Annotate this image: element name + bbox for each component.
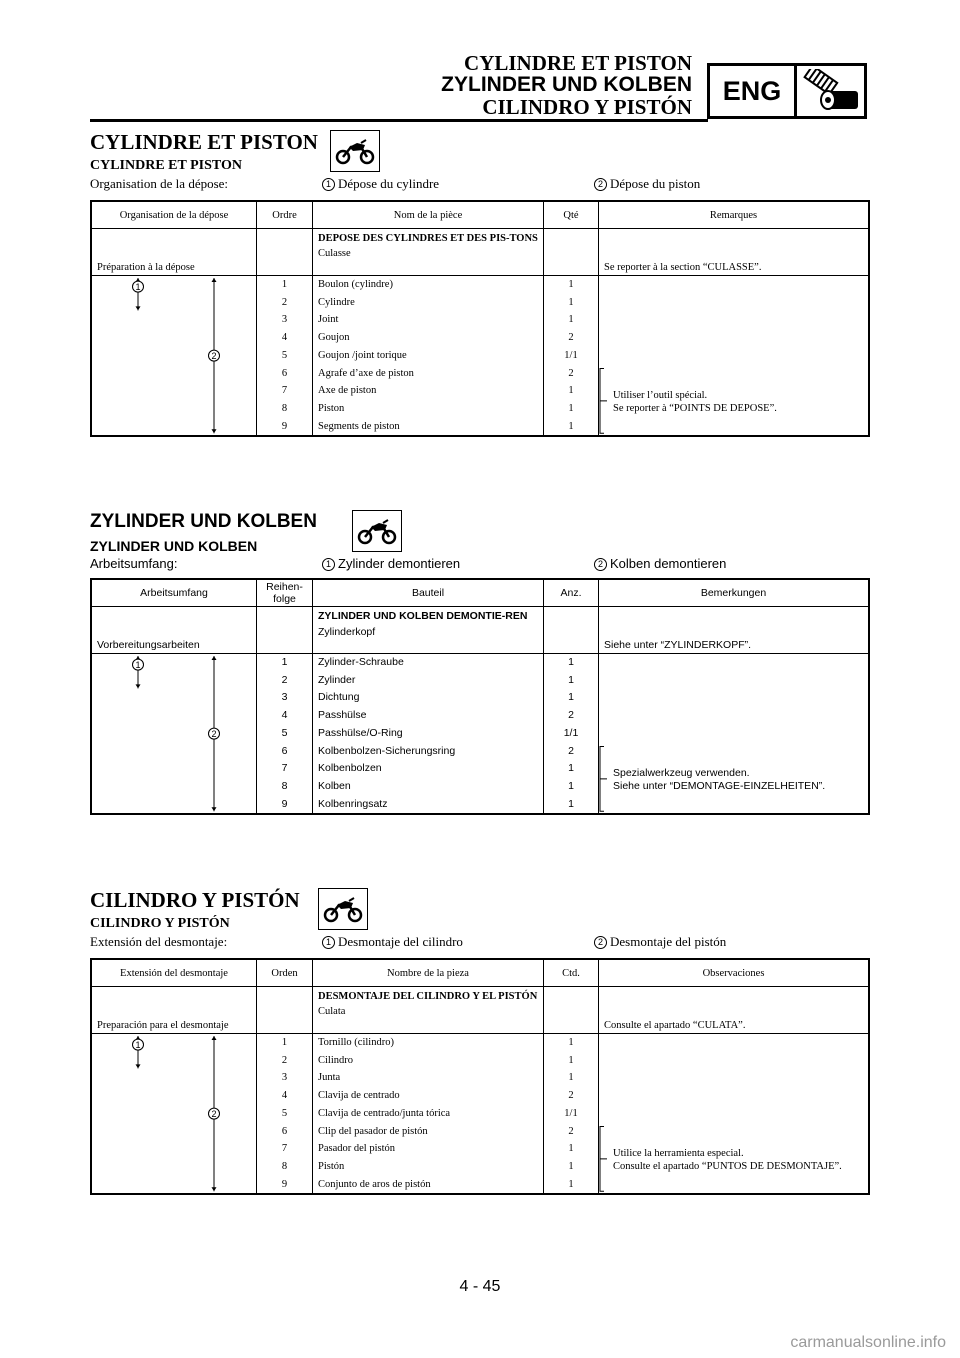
col-header: Qté bbox=[544, 201, 599, 229]
arrow-head bbox=[212, 1187, 217, 1191]
prep-row bbox=[91, 987, 869, 1034]
remark-bracket bbox=[599, 1034, 609, 1193]
part-order: 1 bbox=[257, 276, 313, 294]
table-row bbox=[91, 276, 869, 294]
part-remark bbox=[599, 276, 870, 437]
section-title-de: ZYLINDER UND KOLBEN bbox=[90, 511, 317, 532]
step-marker-1: 1 bbox=[135, 281, 141, 292]
header-rule bbox=[90, 119, 708, 122]
remark-line-1: Utiliser l’outil spécial. bbox=[613, 389, 708, 401]
section-subtitle-de: ZYLINDER UND KOLBEN bbox=[90, 538, 258, 554]
page-number: 4 - 45 bbox=[459, 1278, 501, 1295]
scope-line-de bbox=[90, 556, 870, 573]
part-order: 2 bbox=[257, 294, 313, 312]
col-header: Ordre bbox=[257, 201, 313, 229]
section-badge bbox=[707, 63, 867, 119]
parts-table bbox=[90, 958, 870, 1195]
col-header: Reihen-folge bbox=[257, 579, 313, 607]
arrow-head bbox=[212, 1036, 217, 1040]
part-qty: 2 bbox=[544, 365, 599, 383]
header-title-fr: CYLINDRE ET PISTON bbox=[464, 51, 692, 75]
bracket-path bbox=[600, 1127, 607, 1192]
part-order: 4 bbox=[257, 1087, 313, 1105]
eng-badge-label: ENG bbox=[710, 66, 797, 116]
col-header: Arbeitsumfang bbox=[91, 579, 257, 607]
part-order: 6 bbox=[257, 365, 313, 383]
col-header: Remarques bbox=[599, 201, 870, 229]
part-name: Dichtung bbox=[313, 689, 544, 707]
motorcycle-icon bbox=[352, 510, 402, 552]
part-order: 1 bbox=[257, 654, 313, 672]
table-row bbox=[91, 654, 869, 672]
step-bracket-cell bbox=[91, 654, 257, 815]
part-name: Clip del pasador de pistón bbox=[313, 1123, 544, 1141]
part-qty: 1 bbox=[544, 1069, 599, 1087]
scope-step-1-text: Zylinder demontieren bbox=[338, 556, 461, 571]
part-order: 8 bbox=[257, 1158, 313, 1176]
scope-label: Extensión del desmontaje: bbox=[90, 934, 228, 949]
part-order: 6 bbox=[257, 1123, 313, 1141]
part-name: Goujon /joint torique bbox=[313, 347, 544, 365]
scope-step-1 bbox=[322, 934, 463, 950]
part-order: 9 bbox=[257, 796, 313, 815]
step-marker-1: 1 bbox=[135, 1039, 141, 1050]
part-qty: 1 bbox=[544, 276, 599, 294]
part-name: Clavija de centrado/junta tórica bbox=[313, 1105, 544, 1123]
remark-line-1: Spezialwerkzeug verwenden. bbox=[613, 766, 750, 779]
scope-step-2 bbox=[594, 176, 700, 192]
step-marker-2: 2 bbox=[594, 178, 607, 191]
prep-label: Préparation à la dépose bbox=[91, 229, 257, 276]
part-order: 1 bbox=[257, 1034, 313, 1052]
prep-heading: DESMONTAJE DEL CILINDRO Y EL PISTÓN bbox=[318, 991, 538, 1002]
col-header: Nom de la pièce bbox=[313, 201, 544, 229]
scope-line-fr bbox=[90, 176, 870, 193]
prep-part: Zylinderkopf bbox=[318, 626, 376, 638]
step-marker-1: 1 bbox=[322, 936, 335, 949]
scope-label: Arbeitsumfang: bbox=[90, 556, 178, 571]
table-row bbox=[91, 1034, 869, 1052]
part-qty: 1 bbox=[544, 1140, 599, 1158]
scope-step-2-text: Dépose du piston bbox=[610, 176, 701, 191]
part-order: 5 bbox=[257, 347, 313, 365]
part-order: 4 bbox=[257, 329, 313, 347]
remark-line-2: Se reporter à “POINTS DE DEPOSE”. bbox=[613, 402, 777, 414]
part-qty: 1 bbox=[544, 778, 599, 796]
part-name: Conjunto de aros de pistón bbox=[313, 1176, 544, 1195]
table-header-row bbox=[91, 959, 869, 987]
part-order: 2 bbox=[257, 1052, 313, 1070]
arrow-head bbox=[212, 278, 217, 282]
prep-cell bbox=[313, 987, 544, 1034]
step-marker-2: 2 bbox=[211, 350, 217, 361]
part-name: Goujon bbox=[313, 329, 544, 347]
prep-row bbox=[91, 229, 869, 276]
part-qty: 2 bbox=[544, 743, 599, 761]
part-qty: 2 bbox=[544, 329, 599, 347]
remark-text bbox=[613, 1147, 842, 1173]
part-remark bbox=[599, 1034, 870, 1195]
part-qty: 2 bbox=[544, 1123, 599, 1141]
prep-cell bbox=[313, 607, 544, 654]
part-order: 7 bbox=[257, 760, 313, 778]
col-header: Nombre de la pieza bbox=[313, 959, 544, 987]
prep-row bbox=[91, 607, 869, 654]
remark-line-2: Siehe unter “DEMONTAGE-EINZELHEITEN”. bbox=[613, 779, 826, 792]
part-order: 9 bbox=[257, 418, 313, 437]
step-marker-2: 2 bbox=[211, 728, 217, 739]
part-qty: 1 bbox=[544, 294, 599, 312]
prep-heading: ZYLINDER UND KOLBEN DEMONTIE-REN bbox=[318, 610, 528, 622]
table-header-row bbox=[91, 579, 869, 607]
part-order: 9 bbox=[257, 1176, 313, 1195]
arrow-head bbox=[212, 807, 217, 811]
step-marker-2: 2 bbox=[594, 936, 607, 949]
scope-step-2 bbox=[594, 556, 726, 571]
arrow-head bbox=[136, 306, 141, 310]
part-name: Boulon (cylindre) bbox=[313, 276, 544, 294]
part-qty: 1 bbox=[544, 1158, 599, 1176]
part-name: Joint bbox=[313, 311, 544, 329]
part-qty: 2 bbox=[544, 1087, 599, 1105]
step-bracket-cell bbox=[91, 276, 257, 437]
arrow-head bbox=[136, 684, 141, 688]
part-qty: 1/1 bbox=[544, 347, 599, 365]
part-name: Segments de piston bbox=[313, 418, 544, 437]
part-order: 7 bbox=[257, 382, 313, 400]
prep-label: Preparación para el desmontaje bbox=[91, 987, 257, 1034]
scope-step-1-text: Desmontaje del cilindro bbox=[338, 934, 463, 949]
part-name: Clavija de centrado bbox=[313, 1087, 544, 1105]
part-qty: 1 bbox=[544, 400, 599, 418]
part-order: 8 bbox=[257, 400, 313, 418]
col-header: Orden bbox=[257, 959, 313, 987]
part-name: Passhülse/O-Ring bbox=[313, 725, 544, 743]
part-name: Kolbenbolzen-Sicherungsring bbox=[313, 743, 544, 761]
section-de bbox=[90, 510, 870, 810]
scope-step-2-text: Kolben demontieren bbox=[610, 556, 727, 571]
step-marker-1: 1 bbox=[322, 558, 335, 571]
part-name: Axe de piston bbox=[313, 382, 544, 400]
parts-table bbox=[90, 578, 870, 815]
scope-step-2 bbox=[594, 934, 726, 950]
prep-remark: Siehe unter “ZYLINDERKOPF”. bbox=[599, 607, 870, 654]
motorcycle-icon bbox=[330, 130, 380, 172]
col-header: Anz. bbox=[544, 579, 599, 607]
part-order: 6 bbox=[257, 743, 313, 761]
part-remark bbox=[599, 654, 870, 815]
part-order: 4 bbox=[257, 707, 313, 725]
step-marker-2: 2 bbox=[211, 1108, 217, 1119]
section-fr bbox=[90, 130, 870, 432]
col-header: Bemerkungen bbox=[599, 579, 870, 607]
part-name: Kolbenringsatz bbox=[313, 796, 544, 815]
part-qty: 1 bbox=[544, 760, 599, 778]
section-subtitle-fr: CYLINDRE ET PISTON bbox=[90, 158, 242, 173]
remark-line-2: Consulte el apartado “PUNTOS DE DESMONTAJE”. bbox=[613, 1160, 842, 1172]
part-qty: 2 bbox=[544, 707, 599, 725]
part-name: Cylindre bbox=[313, 294, 544, 312]
scope-step-1 bbox=[322, 176, 439, 192]
arrow-head bbox=[136, 1064, 141, 1068]
section-title-es: CILINDRO Y PISTÓN bbox=[90, 888, 300, 912]
step-marker-2: 2 bbox=[594, 558, 607, 571]
remark-bracket bbox=[599, 276, 609, 435]
col-header: Bauteil bbox=[313, 579, 544, 607]
prep-part: Culata bbox=[318, 1006, 346, 1017]
arrow-head bbox=[212, 429, 217, 433]
part-qty: 1 bbox=[544, 672, 599, 690]
step-bracket-cell bbox=[91, 1034, 257, 1195]
part-name: Kolbenbolzen bbox=[313, 760, 544, 778]
table-header-row bbox=[91, 201, 869, 229]
part-qty: 1 bbox=[544, 689, 599, 707]
scope-line-es bbox=[90, 934, 870, 951]
part-name: Kolben bbox=[313, 778, 544, 796]
remark-text bbox=[613, 389, 777, 415]
step-marker-1: 1 bbox=[322, 178, 335, 191]
part-qty: 1/1 bbox=[544, 1105, 599, 1123]
scope-step-1-text: Dépose du cylindre bbox=[338, 176, 440, 191]
part-order: 3 bbox=[257, 311, 313, 329]
part-qty: 1 bbox=[544, 1052, 599, 1070]
part-qty: 1 bbox=[544, 1176, 599, 1195]
header-titles bbox=[441, 52, 692, 118]
col-header: Organisation de la dépose bbox=[91, 201, 257, 229]
remark-bracket bbox=[599, 654, 609, 813]
prep-cell bbox=[313, 229, 544, 276]
step-marker-1: 1 bbox=[135, 659, 141, 670]
prep-remark: Se reporter à la section “CULASSE”. bbox=[599, 229, 870, 276]
prep-label: Vorbereitungsarbeiten bbox=[91, 607, 257, 654]
part-name: Cilindro bbox=[313, 1052, 544, 1070]
part-name: Zylinder bbox=[313, 672, 544, 690]
part-name: Piston bbox=[313, 400, 544, 418]
part-qty: 1 bbox=[544, 418, 599, 437]
part-qty: 1 bbox=[544, 654, 599, 672]
col-header: Extensión del desmontaje bbox=[91, 959, 257, 987]
scope-label: Organisation de la dépose: bbox=[90, 176, 229, 191]
part-name: Agrafe d’axe de piston bbox=[313, 365, 544, 383]
part-order: 8 bbox=[257, 778, 313, 796]
section-subtitle-es: CILINDRO Y PISTÓN bbox=[90, 916, 230, 931]
bracket-path bbox=[600, 369, 607, 434]
prep-part: Culasse bbox=[318, 248, 351, 259]
part-qty: 1 bbox=[544, 382, 599, 400]
scope-step-1 bbox=[322, 556, 460, 571]
part-name: Passhülse bbox=[313, 707, 544, 725]
part-order: 2 bbox=[257, 672, 313, 690]
prep-remark: Consulte el apartado “CULATA”. bbox=[599, 987, 870, 1034]
step-range-arrows bbox=[92, 276, 246, 435]
part-order: 7 bbox=[257, 1140, 313, 1158]
prep-heading: DEPOSE DES CYLINDRES ET DES PIS-TONS bbox=[318, 233, 538, 244]
cylinder-tool-icon bbox=[797, 66, 864, 116]
part-order: 5 bbox=[257, 725, 313, 743]
arrow-head bbox=[212, 656, 217, 660]
watermark: carmanualsonline.info bbox=[790, 1334, 946, 1351]
header-title-es: CILINDRO Y PISTÓN bbox=[482, 95, 692, 119]
motorcycle-icon bbox=[318, 888, 368, 930]
part-order: 5 bbox=[257, 1105, 313, 1123]
step-range-arrows bbox=[92, 654, 246, 813]
col-header: Ctd. bbox=[544, 959, 599, 987]
part-name: Zylinder-Schraube bbox=[313, 654, 544, 672]
part-name: Pistón bbox=[313, 1158, 544, 1176]
part-order: 3 bbox=[257, 689, 313, 707]
remark-line-1: Utilice la herramienta especial. bbox=[613, 1147, 744, 1159]
step-range-arrows bbox=[92, 1034, 246, 1193]
part-qty: 1 bbox=[544, 1034, 599, 1052]
scope-step-2-text: Desmontaje del pistón bbox=[610, 934, 727, 949]
parts-table bbox=[90, 200, 870, 437]
part-qty: 1/1 bbox=[544, 725, 599, 743]
col-header: Observaciones bbox=[599, 959, 870, 987]
section-title-fr: CYLINDRE ET PISTON bbox=[90, 130, 318, 154]
bracket-path bbox=[600, 747, 607, 812]
section-es bbox=[90, 888, 870, 1190]
part-name: Junta bbox=[313, 1069, 544, 1087]
part-order: 3 bbox=[257, 1069, 313, 1087]
part-qty: 1 bbox=[544, 796, 599, 815]
part-qty: 1 bbox=[544, 311, 599, 329]
remark-text bbox=[613, 767, 825, 793]
part-name: Tornillo (cilindro) bbox=[313, 1034, 544, 1052]
part-name: Pasador del pistón bbox=[313, 1140, 544, 1158]
header-title-de: ZYLINDER UND KOLBEN bbox=[441, 73, 692, 96]
